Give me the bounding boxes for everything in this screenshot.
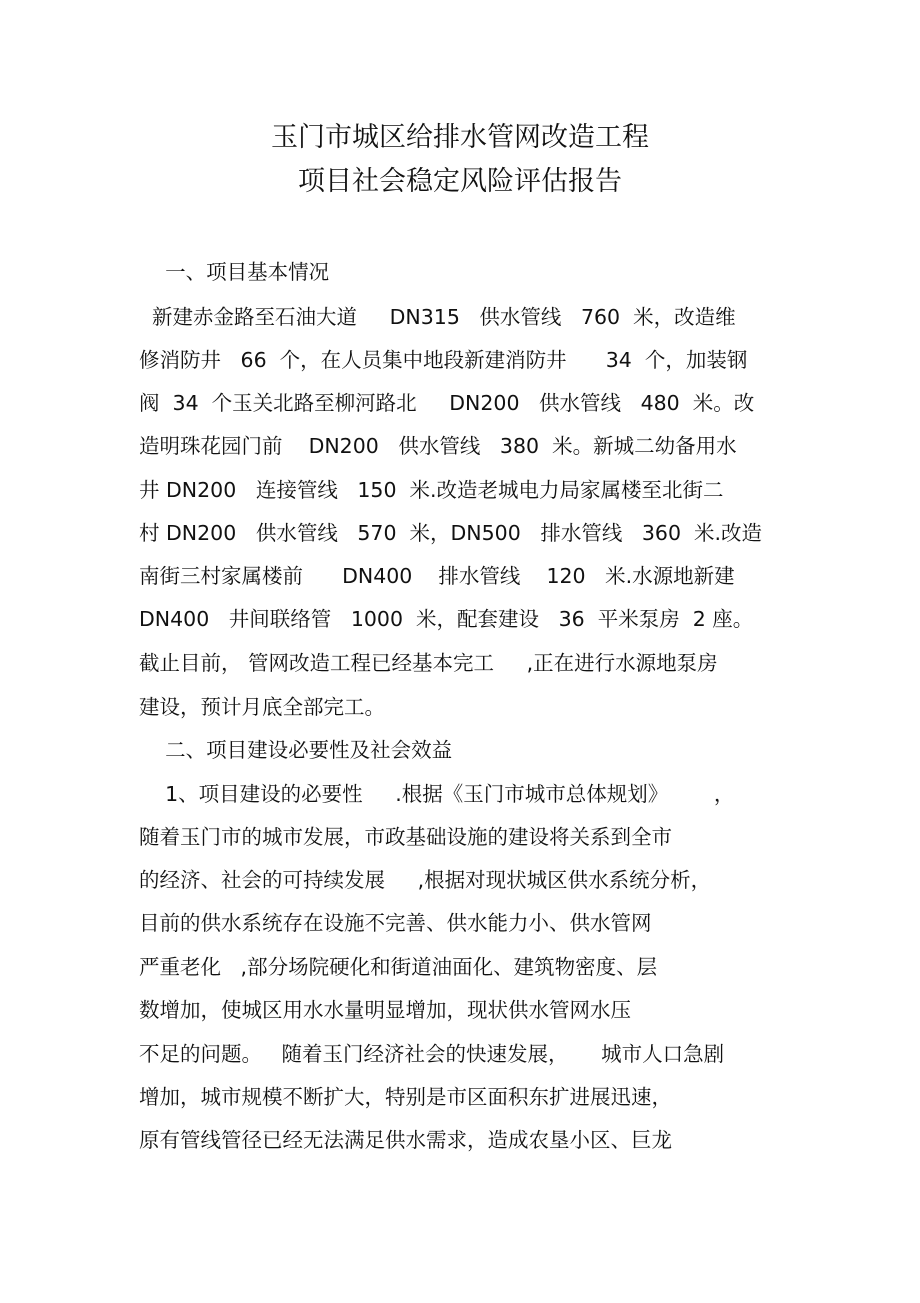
paragraph-line: 截止目前， 管网改造工程已经基本完工 ,正在进行水源地泵房: [139, 651, 718, 675]
document-title-line-1: 玉门市城区给排水管网改造工程: [271, 122, 649, 153]
paragraph-line: DN400 井间联络管 1000 米，配套建设 36 平米泵房 2 座。: [139, 607, 754, 631]
paragraph-line: 修消防井 66 个，在人员集中地段新建消防井 34 个，加装钢: [139, 348, 748, 372]
paragraph-line: 随着玉门市的城市发展，市政基础设施的建设将关系到全市: [139, 825, 672, 849]
paragraph-line: 数增加，使城区用水水量明显增加，现状供水管网水压: [139, 998, 631, 1022]
paragraph-line: 严重老化 ,部分场院硬化和街道油面化、建筑物密度、层: [139, 955, 658, 979]
paragraph-line: 目前的供水系统存在设施不完善、供水能力小、供水管网: [139, 911, 652, 935]
paragraph-line: 增加，城市规模不断扩大，特别是市区面积东扩进展迅速，: [139, 1085, 672, 1109]
document-title-line-2: 项目社会稳定风险评估报告: [298, 166, 622, 197]
paragraph-line: 井 DN200 连接管线 150 米.改造老城电力局家属楼至北街二: [139, 478, 724, 502]
paragraph-line: 原有管线管径已经无法满足供水需求，造成农垦小区、巨龙: [139, 1128, 672, 1152]
paragraph-line: 造明珠花园门前 DN200 供水管线 380 米。新城二幼备用水: [139, 434, 737, 458]
section-heading: 一、项目基本情况: [139, 260, 330, 284]
paragraph-line: 的经济、社会的可持续发展 ,根据对现状城区供水系统分析，: [139, 868, 712, 892]
paragraph-line: 不足的问题。 随着玉门经济社会的快速发展， 城市人口急剧: [139, 1042, 725, 1066]
paragraph-line: 南街三村家属楼前 DN400 排水管线 120 米.水源地新建: [139, 564, 735, 588]
paragraph-line: 新建赤金路至石油大道 DN315 供水管线 760 米，改造维: [139, 305, 736, 329]
paragraph-line: 村 DN200 供水管线 570 米，DN500 排水管线 360 米.改造: [139, 521, 763, 545]
paragraph-line: 建设，预计月底全部完工。: [139, 695, 385, 719]
paragraph-line: 1、项目建设的必要性 .根据《玉门市城市总体规划》 ，: [139, 782, 735, 806]
section-heading: 二、项目建设必要性及社会效益: [139, 738, 453, 762]
paragraph-line: 阀 34 个玉关北路至柳河路北 DN200 供水管线 480 米。改: [139, 391, 755, 415]
